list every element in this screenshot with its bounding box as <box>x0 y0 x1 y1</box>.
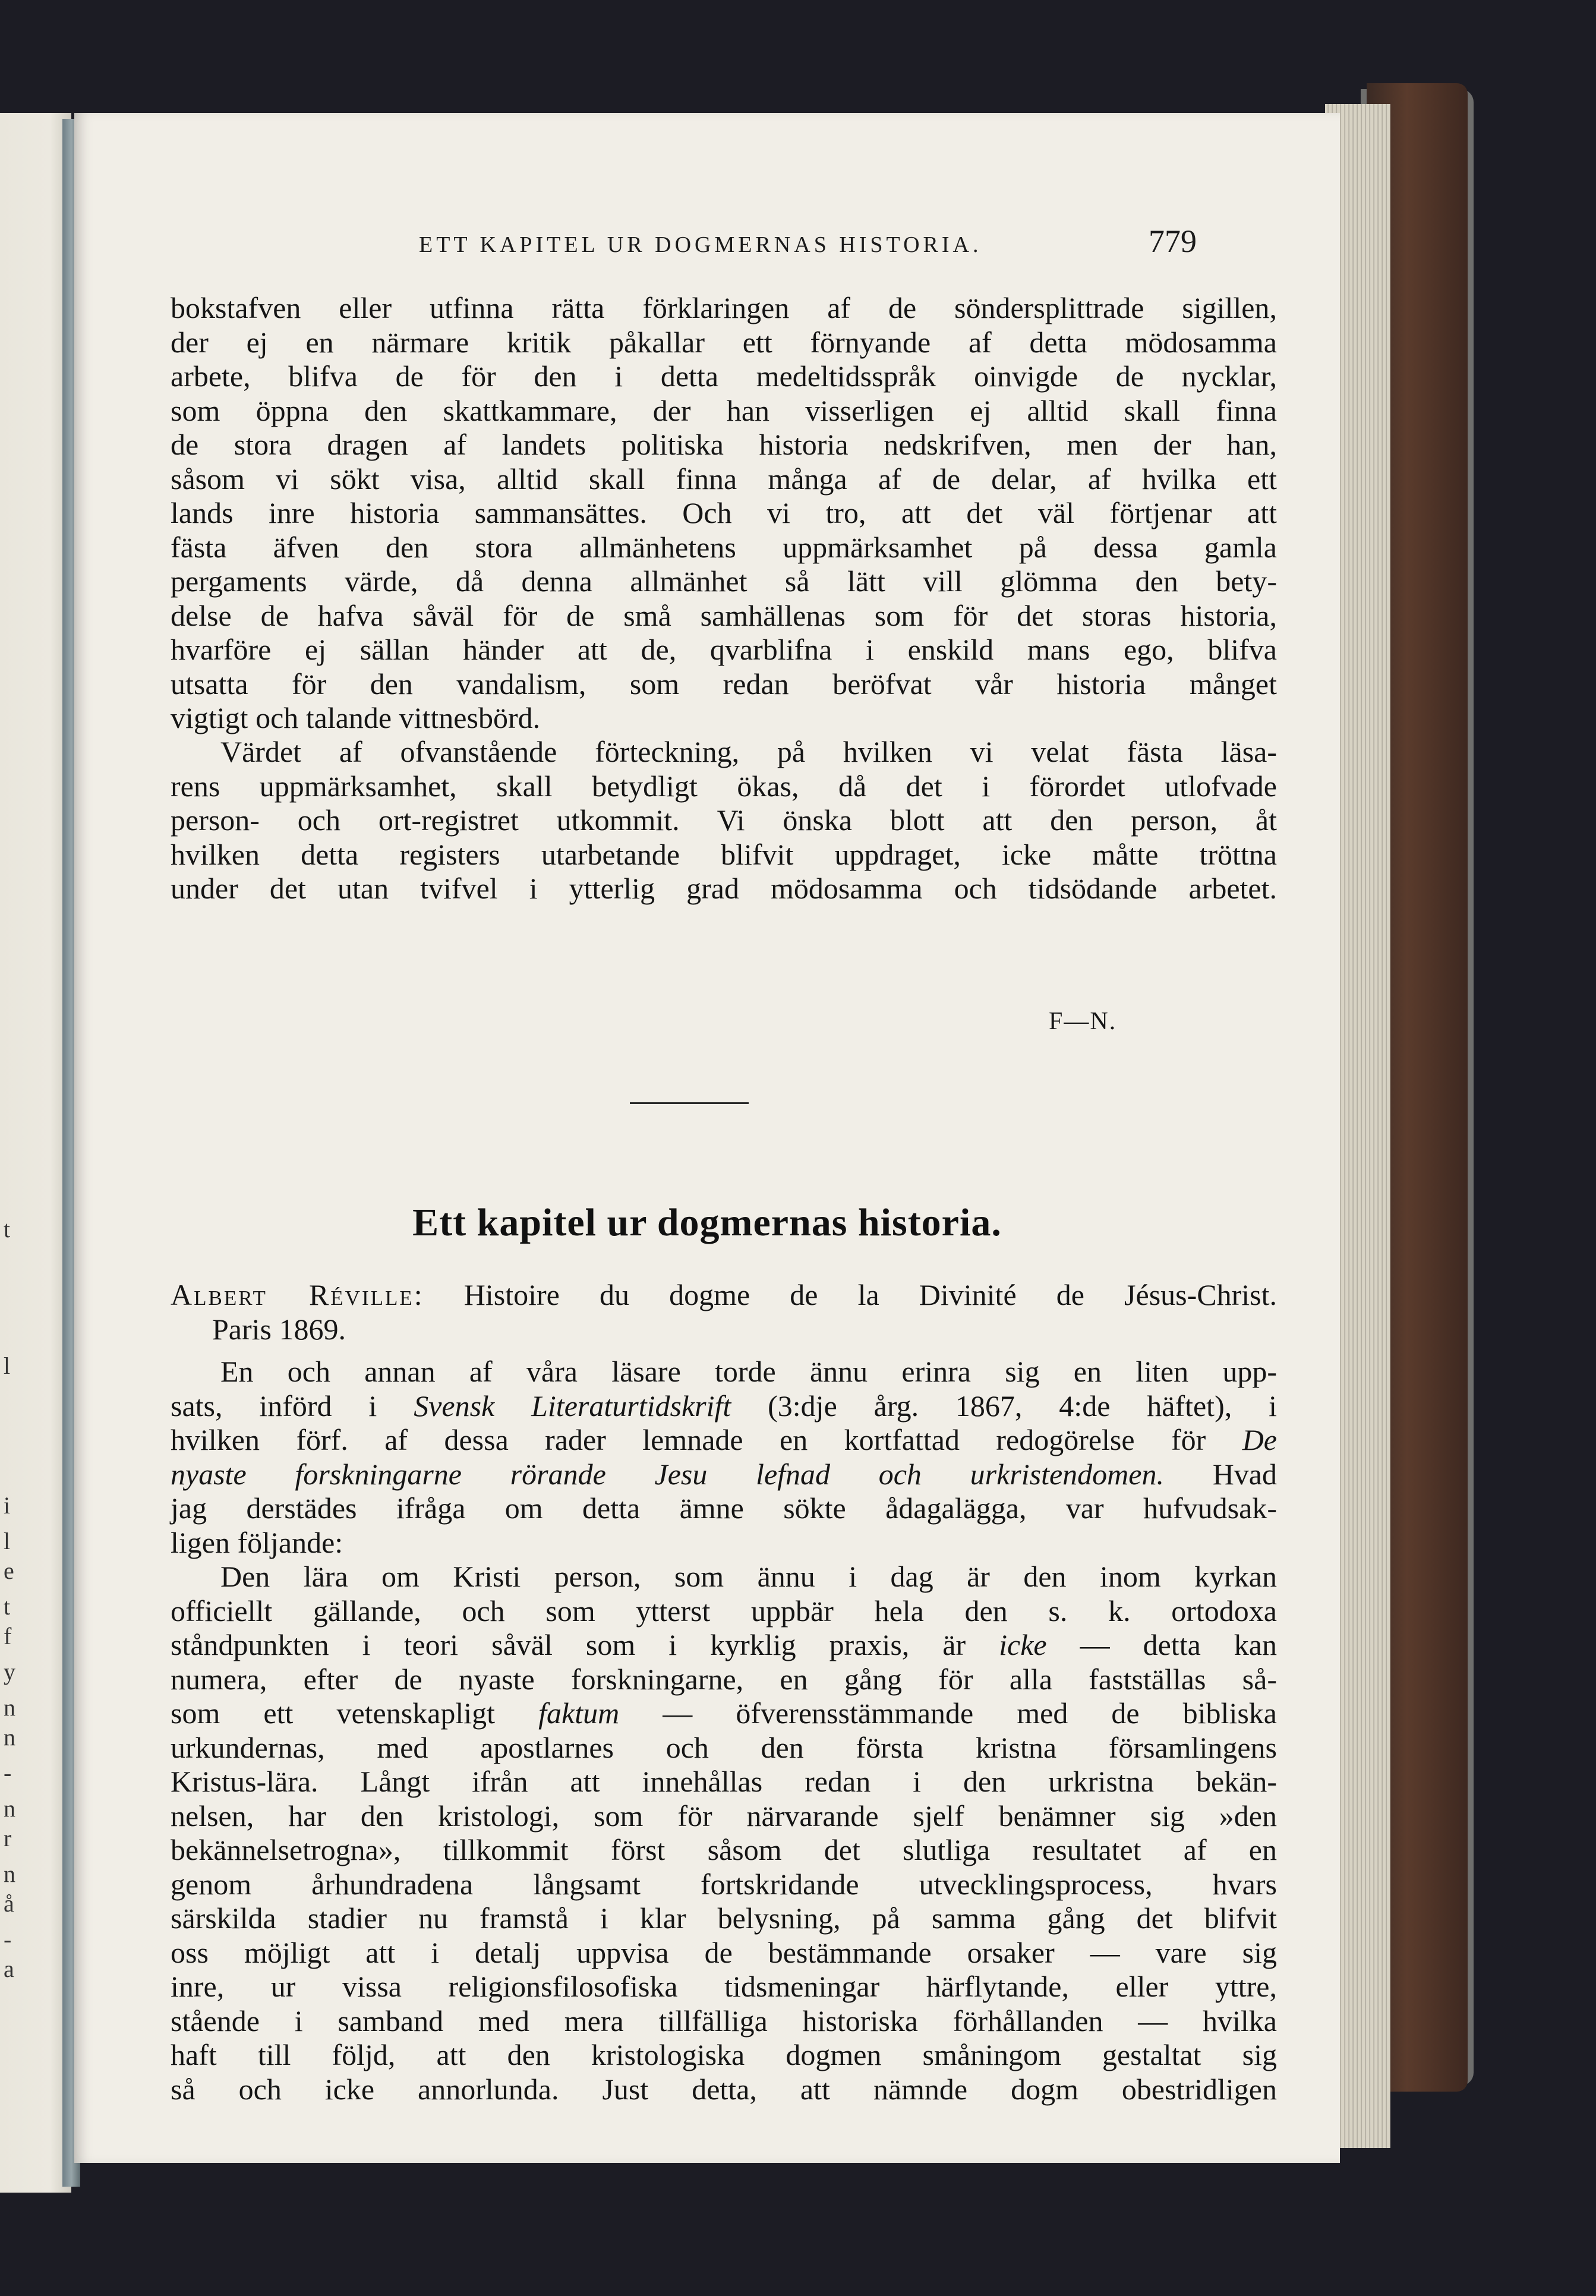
reference-line-2: Paris 1869. <box>212 1313 346 1346</box>
facing-letter: y <box>4 1658 15 1685</box>
text-line: numera, efter de nyaste forskningarne, en gång för alla fastställas så- <box>171 1662 1277 1696</box>
text-line: inre, ur vissa religionsfilosofiska tidsmeningar härflytande, eller yttre, <box>171 1970 1277 2003</box>
text-line: hvarföre ej sällan händer att de, qvarblifna i enskild mans ego, blifva <box>171 633 1277 666</box>
text-line: der ej en närmare kritik påkallar ett förnyande af detta mödosamma <box>171 325 1277 359</box>
section-divider <box>630 1102 749 1104</box>
journal-title: Svensk Literaturtidskrift <box>414 1389 731 1423</box>
text-span: — öfverensstämmande med de bibliska <box>619 1696 1277 1730</box>
text-line <box>171 1458 1277 1492</box>
text-line: de stora dragen af landets politiska historia nedskrifven, men der han, <box>171 428 1277 461</box>
emphasis: faktum <box>538 1696 620 1730</box>
body-paragraph-1 <box>171 1355 1277 1560</box>
facing-letter: t <box>4 1216 11 1242</box>
reference-author: Albert Réville: <box>171 1278 424 1311</box>
reference-line-1 <box>171 1278 1277 1312</box>
text-span: hvilken förf. af dessa rader lemnade en kortfattad redogörelse för <box>171 1423 1242 1456</box>
text-span: som ett vetenskapligt <box>171 1696 539 1730</box>
facing-letter: n <box>4 1694 15 1721</box>
text-line: pergaments värde, då denna allmänhet så lätt vill glömma den bety- <box>171 564 1277 598</box>
text-line <box>171 1628 1277 1663</box>
text-line: Kristus-lära. Långt ifrån att innehållas redan i den urkristna bekän- <box>171 1765 1277 1798</box>
second-paragraph <box>171 735 1277 906</box>
body-paragraph-2 <box>171 1560 1277 2106</box>
facing-letter: n <box>4 1795 15 1822</box>
text-line: nelsen, har den kristologi, som för närvarande sjelf benämner sig »den <box>171 1799 1277 1833</box>
text-line: under det utan tvifvel i ytterlig grad mödosamma och tidsödande arbetet. <box>171 872 1277 905</box>
text-line: så och icke annorlunda. Just detta, att nämnde dogm obestridligen <box>171 2072 1277 2106</box>
facing-letter: å <box>4 1890 14 1917</box>
facing-letter: n <box>4 1724 15 1751</box>
text-span: — detta kan <box>1046 1628 1277 1661</box>
text-span: (3:dje årg. 1867, 4:de häftet), i <box>731 1389 1277 1423</box>
facing-letter: i <box>4 1492 11 1519</box>
reference-title: Histoire du dogme de la Divinité de Jésus-Christ. <box>463 1278 1278 1311</box>
text-line: särskilda stadier nu framstå i klar belysning, på samma gång det blifvit <box>171 1901 1277 1935</box>
text-line: Värdet af ofvanstående förteckning, på hvilken vi velat fästa läsa- <box>220 735 1277 768</box>
facing-page <box>0 113 71 2193</box>
text-line: arbete, blifva de för den i detta medeltidsspråk oinvigde de nycklar, <box>171 359 1277 393</box>
article-title: De <box>1242 1423 1277 1456</box>
text-line: bokstafven eller utfinna rätta förklaringen af de söndersplittrade sigillen, <box>171 291 1277 324</box>
text-line <box>171 1696 1277 1731</box>
text-line: som öppna den skattkammare, der han visserligen ej alltid skall finna <box>171 393 1277 427</box>
facing-letter: e <box>4 1557 14 1584</box>
text-line: delse de hafva såväl för de små samhällenas som för det storas historia, <box>171 598 1277 632</box>
text-span: Hvad <box>1163 1457 1277 1491</box>
text-line: jag derstädes ifråga om detta ämne sökte ådagalägga, var hufvudsak- <box>171 1491 1277 1525</box>
facing-page-letters <box>4 113 21 2193</box>
facing-letter: t <box>4 1593 11 1620</box>
text-line: ligen följande: <box>171 1525 343 1559</box>
facing-letter: - <box>4 1926 12 1953</box>
chapter-title: Ett kapitel ur dogmernas historia. <box>412 1201 1002 1244</box>
continuation-paragraph <box>171 291 1277 736</box>
text-line: vigtigt och talande vittnesbörd. <box>171 701 541 734</box>
text-line: rens uppmärksamhet, skall betydligt ökas, då det i förordet utlofvade <box>171 769 1277 803</box>
text-span: ståndpunkten i teori såväl som i kyrklig praxis, är <box>171 1628 999 1661</box>
emphasis: icke <box>999 1628 1047 1661</box>
text-span: sats, införd i <box>171 1389 414 1423</box>
facing-letter: a <box>4 1956 14 1982</box>
article-title: nyaste forskningarne rörande Jesu lefnad och urkristendomen. <box>171 1457 1164 1491</box>
author-signature: F—N. <box>1049 1008 1117 1035</box>
facing-letter: f <box>4 1623 12 1650</box>
facing-letter: n <box>4 1860 15 1887</box>
book-page <box>74 113 1340 2163</box>
text-line: oss möjligt att i detalj uppvisa de bestämmande orsaker — vare sig <box>171 1935 1277 1969</box>
text-line <box>171 1423 1277 1458</box>
running-title: ETT KAPITEL UR DOGMERNAS HISTORIA. <box>419 232 982 257</box>
text-line: urkundernas, med apostlarnes och den första kristna församlingens <box>171 1730 1277 1764</box>
facing-letter: - <box>4 1759 12 1786</box>
text-line: genom århundradena långsamt fortskridande utvecklingsprocess, hvars <box>171 1867 1277 1901</box>
reviewed-work-reference <box>171 1278 1277 1346</box>
text-line: bekännelsetrogna», tillkommit först såsom det slutliga resultatet af en <box>171 1833 1277 1866</box>
facing-letter: l <box>4 1528 11 1554</box>
text-line: lands inre historia sammansättes. Och vi tro, att det väl förtjenar att <box>171 496 1277 529</box>
text-line: Den lära om Kristi person, som ännu i dag är den inom kyrkan <box>220 1560 1277 1593</box>
text-line: person- och ort-registret utkommit. Vi önska blott att den person, åt <box>171 803 1277 837</box>
text-line <box>171 1389 1277 1424</box>
text-line: såsom vi sökt visa, alltid skall finna många af de delar, af hvilka ett <box>171 462 1277 496</box>
text-line: officiellt gällande, och som ytterst uppbär hela den s. k. ortodoxa <box>171 1594 1277 1628</box>
page-number: 779 <box>1149 223 1197 259</box>
text-line: fästa äfven den stora allmänhetens uppmärksamhet på dessa gamla <box>171 530 1277 564</box>
text-line: utsatta för den vandalism, som redan beröfvat vår historia månget <box>171 667 1277 701</box>
text-line: stående i samband med mera tillfälliga historiska förhållanden — hvilka <box>171 2004 1277 2038</box>
text-line: En och annan af våra läsare torde ännu erinra sig en liten upp- <box>220 1355 1277 1388</box>
facing-letter: r <box>4 1825 12 1852</box>
text-line: hvilken detta registers utarbetande blifvit uppdraget, icke måtte tröttna <box>171 837 1277 871</box>
text-line: haft till följd, att den kristologiska dogmen småningom gestaltat sig <box>171 2038 1277 2071</box>
facing-letter: l <box>4 1352 11 1379</box>
